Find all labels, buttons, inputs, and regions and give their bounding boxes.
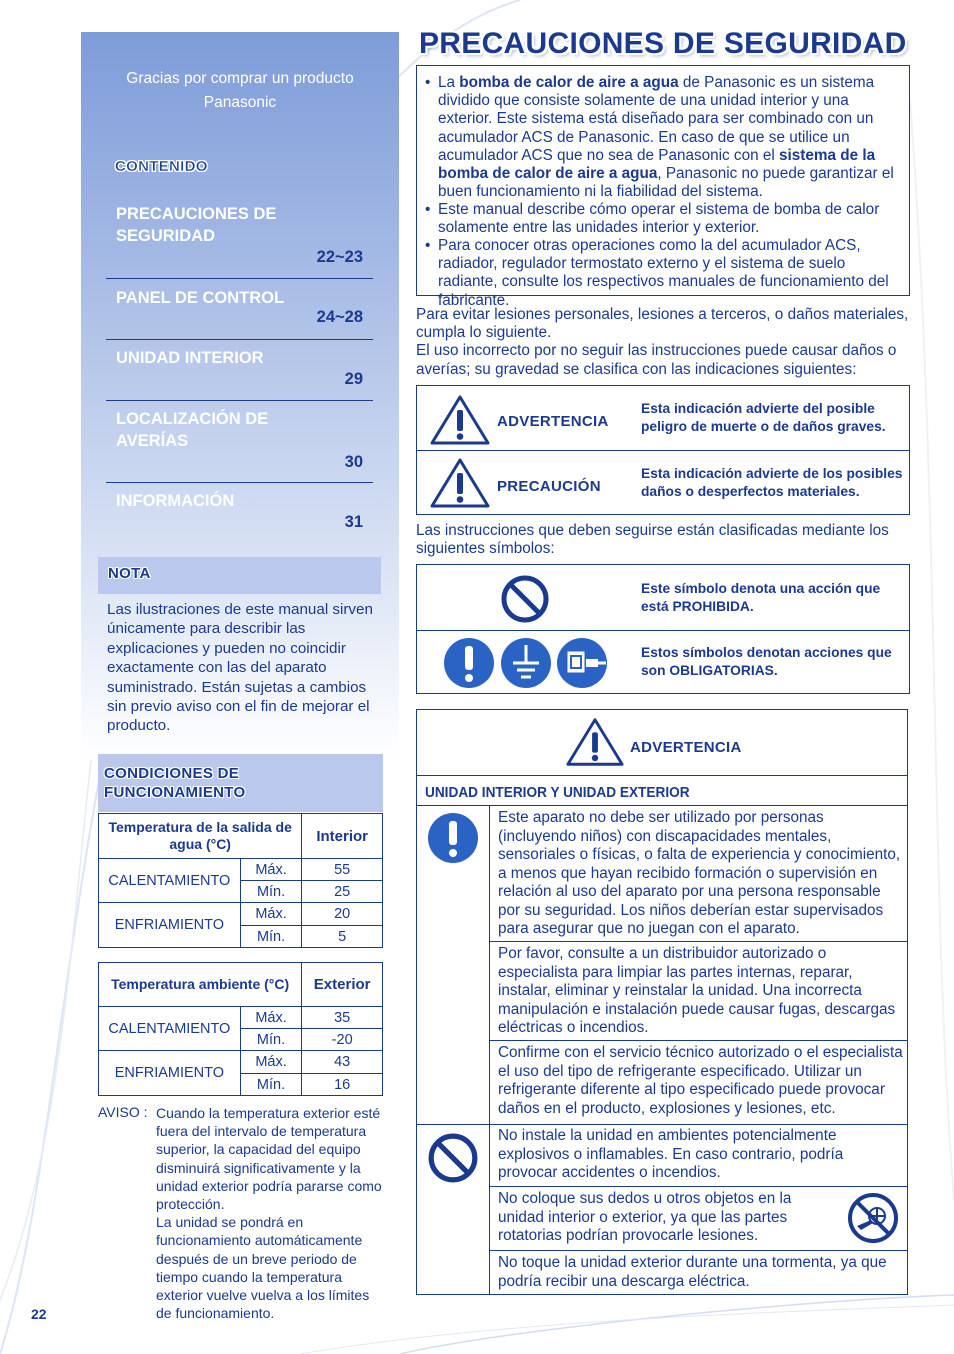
mode-cell: ENFRIAMIENTO <box>99 903 241 948</box>
advertencia-label: ADVERTENCIA <box>497 413 609 430</box>
toc-title: CONTENIDO <box>115 158 208 175</box>
prohibited-row <box>417 565 909 631</box>
nota-header <box>98 557 381 594</box>
warning-triangle-icon <box>565 716 625 768</box>
mode-cell: CALENTAMIENTO <box>99 1007 241 1051</box>
table-header: Temperatura de la salida de agua (°C) <box>99 814 302 859</box>
limit-label: Mín. <box>240 881 302 903</box>
limit-label: Máx. <box>240 1007 302 1029</box>
limit-label: Mín. <box>240 1029 302 1051</box>
aviso-label: AVISO : <box>98 1104 148 1120</box>
warning-item: Este aparato no debe ser utilizado por personas (incluyendo niños) con discapacidades mentales, sensoriales o físicas, o falta de experiencia y conocimiento, a menos que hayan recibido formación o supervisión en relación al uso del aparato por una persona responsable por su seguridad. Los niños deberían estar supervisados para asegurar que no juegan con el aparato. <box>498 809 901 937</box>
value-cell: 43 <box>302 1051 383 1074</box>
severity-table <box>416 385 910 515</box>
value-cell: 35 <box>302 1007 383 1029</box>
bullet-text: , Panasonic no puede garantizar el buen funcionamiento ni la fiabilidad del sistema. <box>438 165 894 201</box>
bullet-dot: • <box>425 74 431 91</box>
warning-triangle-icon <box>429 394 491 446</box>
toc-item-informacion[interactable] <box>106 483 373 542</box>
toc-item-unidad-interior[interactable] <box>106 340 373 401</box>
prohibited-icon <box>427 1132 479 1184</box>
bullet-item <box>425 201 903 237</box>
limit-label: Máx. <box>240 1051 302 1074</box>
value-cell: 25 <box>302 881 383 903</box>
mandatory-description: Estos símbolos denotan acciones que son OBLIGATORIAS. <box>641 645 892 678</box>
prohibited-icon <box>500 574 550 624</box>
limit-label: Máx. <box>240 903 302 926</box>
toc-item-page: 30 <box>344 453 363 471</box>
toc-item-label: PANEL DE CONTROL <box>116 289 285 307</box>
toc-item-page: 22~23 <box>316 248 363 266</box>
value-cell: 55 <box>302 859 383 881</box>
value-cell: 5 <box>302 926 383 948</box>
paragraph-line: El uso incorrecto por no seguir las instrucciones puede causar daños o averías; su gravedad se clasifica con las indicaciones siguientes: <box>416 342 897 378</box>
aviso-paragraph: Cuando la temperatura exterior esté fuera del intervalo de temperatura superior, la capacidad del equipo disminuirá significativamente y la unidad exterior podría pararse como protección. <box>156 1105 382 1213</box>
toc-item-page: 29 <box>344 370 363 388</box>
table-header: Temperatura ambiente (°C) <box>99 963 302 1007</box>
warning-box <box>416 709 908 1295</box>
bullet-item <box>425 237 903 310</box>
value-cell: -20 <box>302 1029 383 1051</box>
table-header: Interior <box>302 814 383 859</box>
paragraph-line: Para evitar lesiones personales, lesiones a terceros, o daños materiales, cumpla lo siguiente. <box>416 306 909 342</box>
toc-item-panel-control[interactable] <box>106 279 373 340</box>
mandatory-row <box>417 631 909 694</box>
bullet-text: de Panasonic es un sistema dividido que consiste solamente de una unidad interior y una exterior. Este sistema está diseñado para ser combinado con un acumulador ACS de Panasonic. En caso de que se utilice un acumulador ACS que no sea de Panasonic con el <box>438 74 875 164</box>
ground-connection-icon <box>500 637 552 689</box>
aviso-paragraph: La unidad se pondrá en funcionamiento automáticamente después de un breve periodo de tiempo cuando la temperatura exterior vuelve vuelva a los límites de funcionamiento. <box>156 1214 370 1322</box>
toc-item-label: INFORMACIÓN <box>116 492 235 510</box>
water-temperature-table <box>98 813 383 948</box>
mandatory-exclamation-icon <box>443 637 495 689</box>
warning-item: Confirme con el servicio técnico autorizado o el especialista el uso del tipo de refrigerante especificado. Utilizar un refrigerante diferente al tipo especificado puede provocar daños en el producto, explosiones y lesiones, etc. <box>498 1044 903 1117</box>
bullet-text: La <box>438 74 460 91</box>
toc-item-page: 24~28 <box>316 308 363 326</box>
bullet-item <box>425 74 903 201</box>
precaucion-description: Esta indicación advierte de los posibles daños o desperfectos materiales. <box>641 466 903 499</box>
limit-label: Máx. <box>240 859 302 881</box>
symbols-table <box>416 564 910 694</box>
warning-item: No coloque sus dedos u otros objetos en la unidad interior o exterior, ya que las partes rotatorias podrían provocarle lesiones. <box>498 1190 792 1244</box>
value-cell: 16 <box>302 1074 383 1096</box>
section-heading: UNIDAD INTERIOR Y UNIDAD EXTERIOR <box>425 785 690 801</box>
limit-label: Mín. <box>240 1074 302 1096</box>
warning-item: Por favor, consulte a un distribuidor autorizado o especialista para limpiar las partes internas, reparar, instalar, eliminar y reinstalar la unidad. Una incorrecta manipulación e instalación puede causar fugas, descargas eléctricas o incendios. <box>498 945 896 1036</box>
bullet-dot: • <box>425 201 431 218</box>
symbols-intro: Las instrucciones que deben seguirse están clasificadas mediante los siguientes símbolos: <box>416 522 889 558</box>
mode-cell: CALENTAMIENTO <box>99 859 241 903</box>
toc-item-page: 31 <box>344 513 363 531</box>
toc-item-averias[interactable] <box>106 401 373 483</box>
ambient-temperature-table <box>98 962 383 1096</box>
nota-text: Las ilustraciones de este manual sirven únicamente para describir las explicaciones y pueden no coincidir exactamente con las del aparato suministrado. Están sujetas a cambios sin previo aviso con el fin de mejorar el producto. <box>107 601 373 735</box>
bullet-bold-text: bomba de calor de aire a agua <box>459 74 679 91</box>
bullet-bold-text: sistema de la bomba de calor de aire a agua <box>438 146 876 183</box>
toc-item-label: UNIDAD INTERIOR <box>116 349 264 367</box>
intro-paragraph <box>416 306 910 379</box>
page-title: PRECAUCIONES DE SEGURIDAD <box>419 27 907 60</box>
no-fingers-fan-icon <box>847 1192 899 1244</box>
bullet-dot: • <box>425 237 431 254</box>
value-cell: 20 <box>302 903 383 926</box>
precaucion-label: PRECAUCIÓN <box>497 478 601 495</box>
toc-item-label: PRECAUCIONES DE SEGURIDAD <box>116 205 277 245</box>
warning-item: No toque la unidad exterior durante una tormenta, ya que podría recibir una descarga eléctrica. <box>498 1254 887 1290</box>
caution-triangle-icon <box>429 457 491 509</box>
table-header: Exterior <box>302 963 383 1007</box>
conditions-title: CONDICIONES DE FUNCIONAMIENTO <box>104 765 246 801</box>
toc-item-label: LOCALIZACIÓN DE AVERÍAS <box>116 410 269 450</box>
warning-item: No instale la unidad en ambientes potencialmente explosivos o inflamables. En caso contrario, podría provocar accidentes o incendios. <box>498 1127 844 1181</box>
mode-cell: ENFRIAMIENTO <box>99 1051 241 1096</box>
unplug-icon <box>556 637 608 689</box>
prohibited-description: Este símbolo denota una acción que está PROHIBIDA. <box>641 581 881 614</box>
bullet-text: Este manual describe cómo operar el sistema de bomba de calor solamente entre las unidades interior y exterior. <box>438 201 880 237</box>
advertencia-description: Esta indicación advierte del posible peligro de muerte o de daños graves. <box>641 401 886 434</box>
intro-box <box>416 65 910 309</box>
page-number: 22 <box>31 1306 47 1322</box>
advertencia-row <box>417 386 909 451</box>
nota-title: NOTA <box>108 565 151 582</box>
conditions-header <box>98 754 383 812</box>
limit-label: Mín. <box>240 926 302 948</box>
bullet-text: Para conocer otras operaciones como la del acumulador ACS, radiador, regulador termostato externo y el sistema de suelo radiante, consulte los respectivos manuales de funcionamiento del fabricante. <box>438 237 889 309</box>
mandatory-exclamation-icon <box>427 812 479 864</box>
precaucion-row <box>417 451 909 515</box>
thanks-message: Gracias por comprar un producto Panasonic <box>126 70 354 111</box>
toc-item-precauciones[interactable] <box>106 197 373 279</box>
aviso-text <box>156 1104 386 1322</box>
warning-box-label: ADVERTENCIA <box>630 739 742 756</box>
